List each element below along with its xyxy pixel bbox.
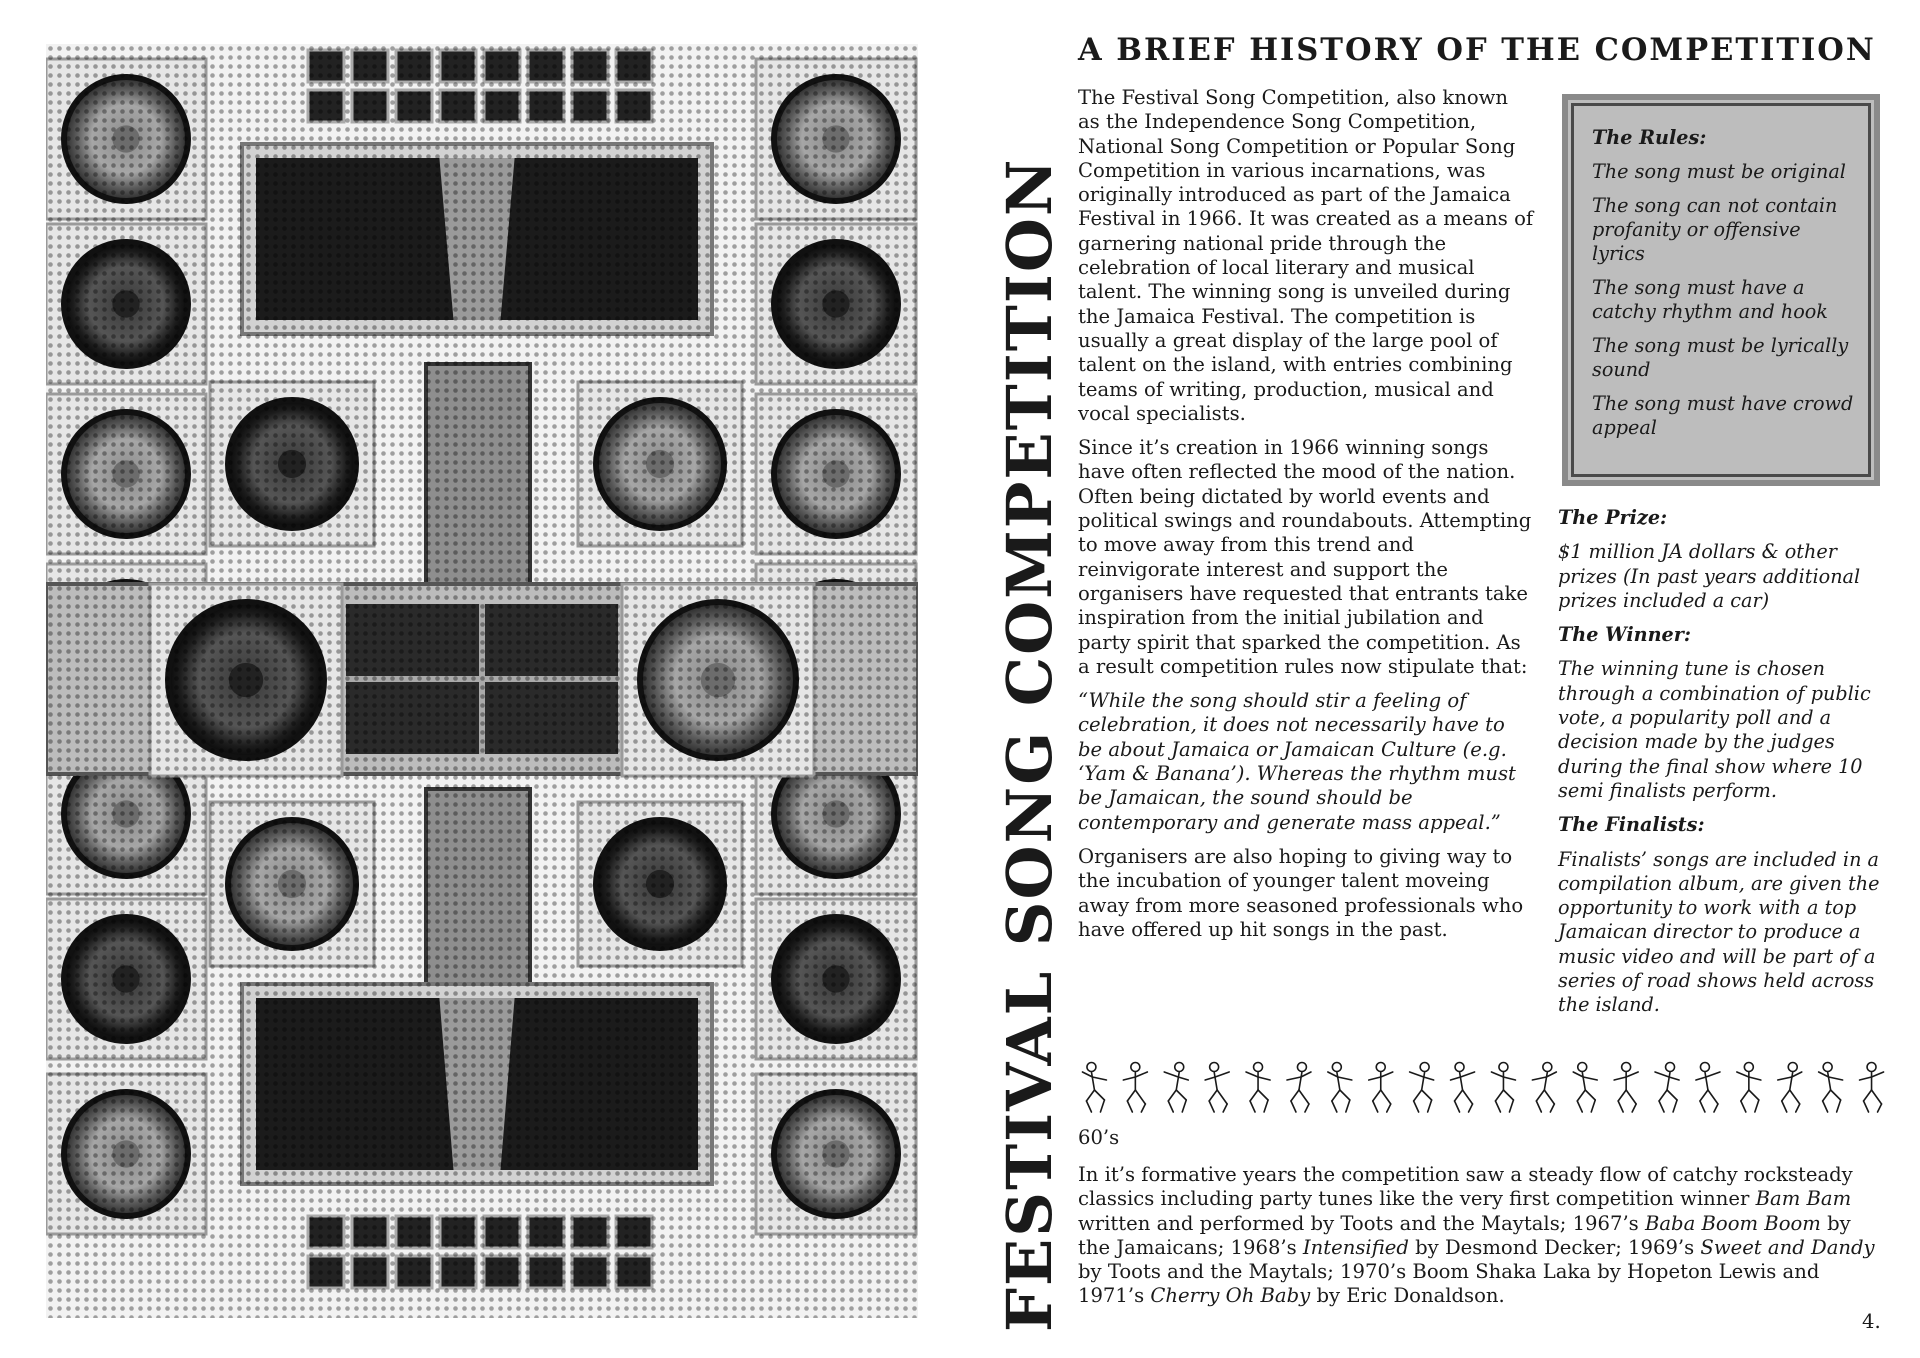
dancer-icon [1246, 1063, 1270, 1113]
dancer-icon [1491, 1063, 1515, 1113]
text-segment: In it’s formative years the competition saw a steady flow of catchy rocksteady classics including party tunes like the very first competition winner [1078, 1163, 1853, 1211]
rule-item: The song can not contain profanity or offensive lyrics [1592, 194, 1838, 265]
dancer-icon [1573, 1063, 1597, 1113]
text-segment: by Eric Donaldson. [1310, 1284, 1505, 1308]
dancer-icon [1819, 1063, 1843, 1113]
dancer-icon [1696, 1063, 1720, 1113]
text-segment: by the Jamaicans; 1968’s [1078, 1211, 1851, 1259]
page-title: A BRIEF HISTORY OF THE COMPETITION [1078, 32, 1876, 68]
dancer-icon [1205, 1063, 1229, 1113]
speaker-stack-icon [46, 44, 918, 1318]
finalists-text: Finalists’ songs are included in a compilation album, are given the opportunity to work with a top Jamaican director to produce a music video and will be part of a series of road shows held across the island. [1558, 847, 1880, 1017]
rule-item: The song must have a catchy rhythm and hook [1592, 276, 1828, 323]
song-title: Bam Bam [1755, 1187, 1852, 1211]
history-paragraph: Since it’s creation in 1966 winning songs have often reflected the mood of the nation. Often being dictated by world events and political swings and roundabouts. Attempting to move away from this trend and reinvigorate interest and support the organisers have requested that entrants take inspiration from the initial jubilation and party spirit that sparked the competition. As a result competition rules now stipulate that: [1078, 436, 1532, 678]
prize-text: $1 million JA dollars & other prizes (In past years additional prizes included a car) [1558, 540, 1861, 612]
rule-item: The song must be original [1592, 160, 1846, 183]
speaker-stack-photo [46, 44, 918, 1318]
dancer-icon [1860, 1063, 1884, 1113]
dancer-icon [1410, 1063, 1434, 1113]
dancers-strip [1074, 1058, 1892, 1114]
rules-box [1562, 94, 1880, 486]
dancer-icon [1451, 1063, 1475, 1113]
rules-quote: “While the song should stir a feeling of celebration, it does not necessarily have to be about Jamaica or Jamaican Culture (e.g. ‘Yam & Banana’). Whereas the rhythm must be Jamaican, the sound should be contemporary and generate mass appeal.” [1078, 689, 1516, 834]
decade-paragraph [1078, 1163, 1888, 1309]
dancer-icon [1369, 1063, 1393, 1113]
dancers-decoration [1074, 1058, 1892, 1114]
vertical-title: FESTIVAL SONG COMPETITION [993, 157, 1066, 1332]
dancer-icon [1778, 1063, 1802, 1113]
dancer-icon [1614, 1063, 1638, 1113]
dancer-icon [1082, 1063, 1106, 1113]
info-column [1558, 506, 1888, 1028]
dancer-icon [1532, 1063, 1556, 1113]
dancer-icon [1123, 1063, 1147, 1113]
song-title: Cherry Oh Baby [1150, 1284, 1311, 1308]
main-article [1078, 86, 1534, 952]
winner-text: The winning tune is chosen through a combination of public vote, a popularity poll and a decision made by the judges during the final show where 10 semi finalists perform. [1558, 657, 1871, 802]
song-title: Sweet and Dandy [1700, 1235, 1875, 1259]
prize-title: The Prize: [1558, 506, 1668, 529]
dancer-icon [1737, 1063, 1761, 1113]
winner-title: The Winner: [1558, 623, 1691, 647]
intro-paragraph: The Festival Song Competition, also known as the Independence Song Competition, National Song Competition or Popular Song Competition in various incarnations, was originally introduced as part of the Jamaica Festival in 1966. It was created as a means of garnering national pride through the celebration of local literary and musical talent. The winning song is unveiled during the Jamaica Festival. The competition is usually a great display of the large pool of talent on the island, with entries combining teams of writing, production, musical and vocal specialists. [1078, 86, 1534, 425]
song-title: Intensified [1302, 1235, 1409, 1259]
page-number: 4. [1862, 1310, 1881, 1333]
dancer-icon [1655, 1063, 1679, 1113]
rule-item: The song must have crowd appeal [1592, 392, 1854, 439]
closing-paragraph: Organisers are also hoping to giving way to the incubation of younger talent moveing away from more seasoned professionals who have offered up hit songs in the past. [1078, 844, 1524, 941]
finalists-title: The Finalists: [1558, 813, 1705, 837]
rules-title: The Rules: [1592, 126, 1707, 149]
text-segment: by Desmond Decker; 1969’s [1408, 1235, 1701, 1259]
text-segment: by Toots and the Maytals; 1970’s Boom Shaka Laka by Hopeton Lewis and 1971’s [1078, 1260, 1820, 1308]
dancer-icon [1164, 1063, 1188, 1113]
text-segment: written and performed by Toots and the Maytals; 1967’s [1078, 1211, 1645, 1235]
dancer-icon [1328, 1063, 1352, 1113]
dancer-icon [1287, 1063, 1311, 1113]
song-title: Baba Boom Boom [1644, 1211, 1821, 1235]
rule-item: The song must be lyrically sound [1592, 334, 1849, 381]
decade-label: 60’s [1078, 1126, 1120, 1149]
